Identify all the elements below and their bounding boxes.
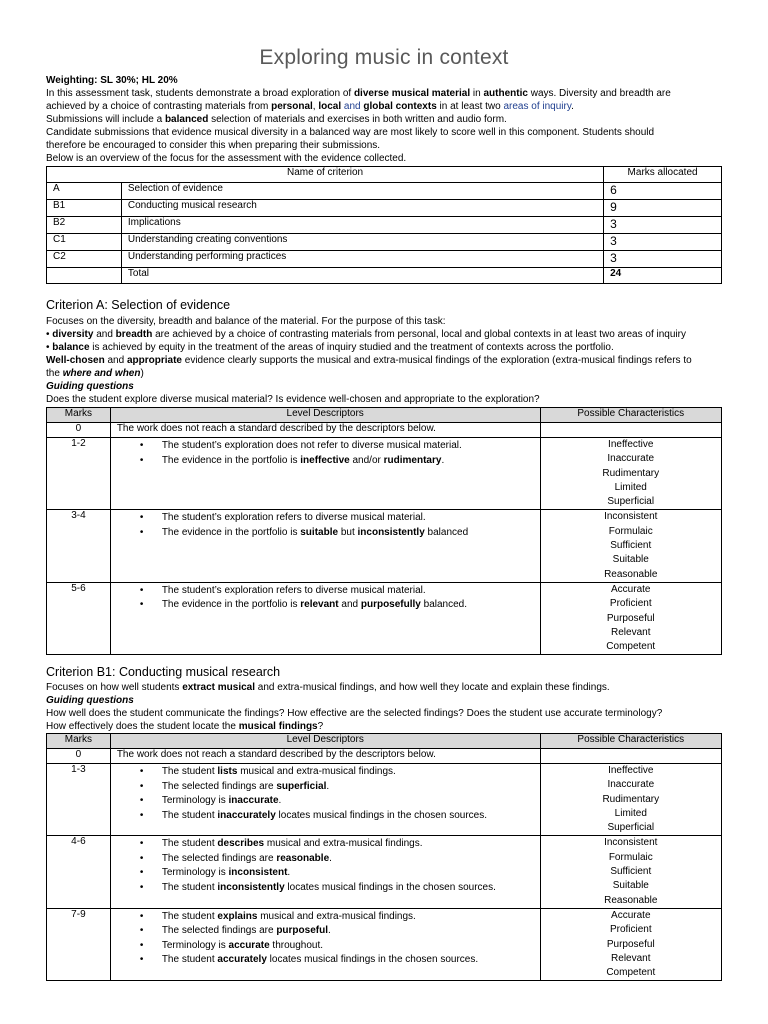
list-item: • Terminology is inconsistent.	[162, 866, 540, 881]
list-item: • The student describes musical and extra-musical findings.	[162, 837, 540, 852]
table-row: A Selection of evidence 6	[47, 183, 722, 200]
criterion-a-line-3: Well-chosen and appropriate evidence clearly supports the musical and extra-musical findings of the exploration (extra-musical findings refers to	[46, 355, 692, 366]
header-marks: Marks	[47, 408, 111, 423]
intro-line-6: Below is an overview of the focus for the assessment with the evidence collected.	[46, 153, 407, 164]
table-row: 4-6 • The student describes musical and extra-musical findings. • The selected findings are reasonable. • Terminology is inconsistent. • The student inconsistently locates musical findings in the chosen sources. Inconsistent Formulaic Sufficient Suitable Reasonable	[47, 836, 722, 908]
list-item: • The evidence in the portfolio is ineffective and/or rudimentary.	[162, 454, 540, 469]
criterion-a-bullet-1: • diversity and breadth are achieved by a choice of contrasting materials from personal, local and global contexts in at least two areas of inquiry	[46, 329, 686, 340]
header-marks: Marks	[47, 734, 111, 749]
criterion-b1-question-1: How well does the student communicate the findings? How effective are the selected findings? Does the student use accurate terminology?	[46, 708, 663, 719]
list-item: • The student accurately locates musical findings in the chosen sources.	[162, 953, 540, 968]
list-item: • The selected findings are purposeful.	[162, 924, 540, 939]
table-row: 0 The work does not reach a standard described by the descriptors below.	[47, 749, 722, 764]
list-item: • The student inaccurately locates musical findings in the chosen sources.	[162, 809, 540, 824]
list-item: • Terminology is accurate throughout.	[162, 939, 540, 954]
table-row: C2 Understanding performing practices 3	[47, 251, 722, 268]
intro-line-5: therefore be encouraged to consider this when preparing their submissions.	[46, 140, 381, 151]
intro-line-2: achieved by a choice of contrasting materials from personal, local and global contexts in at least two areas of inquiry.	[46, 101, 574, 112]
criterion-b1-question-2: How effectively does the student locate the musical findings?	[46, 721, 324, 732]
header-possible-characteristics: Possible Characteristics	[540, 408, 722, 423]
table-row: 3-4 • The student’s exploration refers to diverse musical material. • The evidence in the portfolio is suitable but inconsistently balanced Inconsistent Formulaic Sufficient Suitable Reasonable	[47, 510, 722, 582]
criterion-b1-focus: Focuses on how well students extract musical and extra-musical findings, and how well they locate and explain these findings.	[46, 682, 610, 693]
list-item: • The student inconsistently locates musical findings in the chosen sources.	[162, 881, 540, 896]
table-row: B1 Conducting musical research 9	[47, 200, 722, 217]
list-item: • The selected findings are superficial.	[162, 780, 540, 795]
table-row: 1-3 • The student lists musical and extra-musical findings. • The selected findings are superficial. • Terminology is inaccurate. • The student inaccurately locates musical findings in the chosen sources. Ineffective Inaccurate Rudimentary Limited Superficial	[47, 764, 722, 836]
header-level-descriptors: Level Descriptors	[110, 734, 540, 749]
table-row: 7-9 • The student explains musical and extra-musical findings. • The selected findings are purposeful. • Terminology is accurate throughout. • The student accurately locates musical findings in the chosen sources. Accurate Proficient Purposeful Relevant Competent	[47, 908, 722, 980]
header-marks-allocated: Marks allocated	[604, 167, 722, 183]
criterion-a-heading: Criterion A: Selection of evidence	[46, 298, 231, 312]
list-item: • The evidence in the portfolio is suitable but inconsistently balanced	[162, 526, 540, 541]
header-possible-characteristics: Possible Characteristics	[540, 734, 721, 749]
table-row: 1-2 • The student’s exploration does not refer to diverse musical material. • The evidence in the portfolio is ineffective and/or rudimentary. Ineffective Inaccurate Rudimentary Limited Superficial	[47, 438, 722, 510]
criterion-a-focus: Focuses on the diversity, breadth and balance of the material. For the purpose of this task:	[46, 316, 446, 327]
list-item: • The student’s exploration does not refer to diverse musical material.	[162, 439, 540, 454]
intro-line-1: In this assessment task, students demonstrate a broad exploration of diverse musical material in authentic ways. Diversity and breadth are	[46, 88, 671, 99]
header-level-descriptors: Level Descriptors	[110, 408, 540, 423]
criterion-a-table	[46, 407, 722, 655]
total-row: Total 24	[47, 268, 722, 284]
weighting-line: Weighting: SL 30%; HL 20%	[46, 75, 178, 86]
criterion-a-guiding-label: Guiding questions	[46, 381, 134, 392]
list-item: • The student lists musical and extra-musical findings.	[162, 765, 540, 780]
table-row: C1 Understanding creating conventions 3	[47, 234, 722, 251]
list-item: • The student’s exploration refers to diverse musical material.	[162, 511, 540, 526]
table-row: 5-6 • The student’s exploration refers to diverse musical material. • The evidence in the portfolio is relevant and purposefully balanced. Accurate Proficient Purposeful Relevant Competent	[47, 582, 722, 654]
criterion-a-line-4: the where and when)	[46, 368, 144, 379]
criterion-b1-guiding-label: Guiding questions	[46, 695, 134, 706]
intro-line-4: Candidate submissions that evidence musical diversity in a balanced way are most likely to score well in this component. Students should	[46, 127, 655, 138]
list-item: • Terminology is inaccurate.	[162, 794, 540, 809]
table-row: B2 Implications 3	[47, 217, 722, 234]
intro-line-3: Submissions will include a balanced selection of materials and exercises in both written and audio form.	[46, 114, 507, 125]
criterion-b1-heading: Criterion B1: Conducting musical research	[46, 665, 281, 679]
page-title: Exploring music in context	[259, 46, 509, 69]
overview-table	[46, 166, 722, 284]
table-row: 0 The work does not reach a standard described by the descriptors below.	[47, 423, 722, 438]
criterion-a-guiding-question: Does the student explore diverse musical material? Is evidence well-chosen and appropriate to the exploration?	[46, 394, 540, 405]
list-item: • The evidence in the portfolio is relevant and purposefully balanced.	[162, 598, 540, 613]
criterion-a-bullet-2: • balance is achieved by equity in the treatment of the areas of inquiry studied and the treatment of contexts across the portfolio.	[46, 342, 614, 353]
header-name-of-criterion: Name of criterion	[47, 167, 604, 183]
criterion-b1-table	[46, 733, 722, 981]
list-item: • The student explains musical and extra-musical findings.	[162, 910, 540, 925]
list-item: • The selected findings are reasonable.	[162, 852, 540, 867]
list-item: • The student’s exploration refers to diverse musical material.	[162, 584, 540, 599]
